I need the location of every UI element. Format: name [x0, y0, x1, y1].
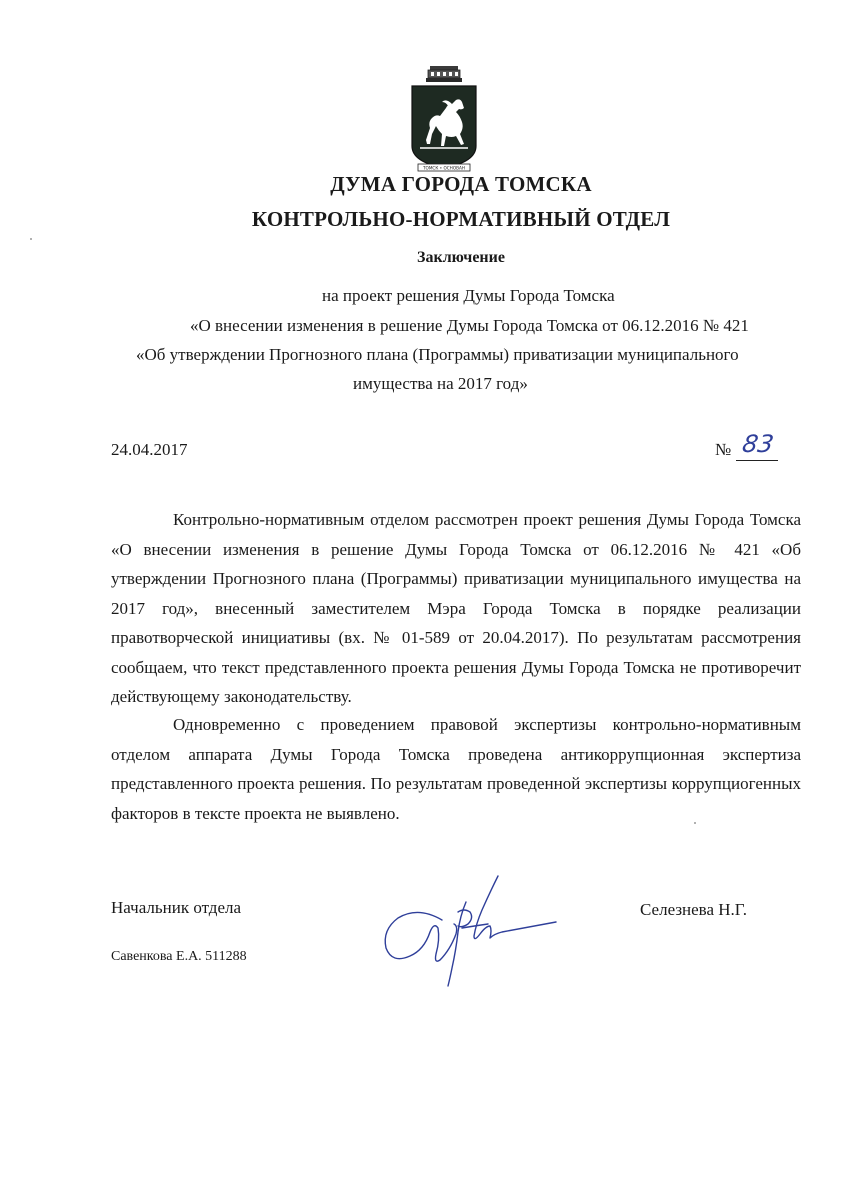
document-type: Заключение [417, 249, 505, 266]
body-paragraph-2: Одновременно с проведением правовой экспертизы контрольно-нормативным отделом аппарата Думы Города Томска проведена антикоррупционная экспертиза представленного проекта решения. По результатам проведенной экспертизы коррупциогенных факторов в тексте проекта не выявлено. [111, 715, 801, 823]
emblem-motto: ТОМСК • ОСНОВАН [422, 165, 466, 171]
subject-line-3: «Об утверждении Прогнозного плана (Программы) приватизации муниципального [136, 345, 739, 364]
signer-title: Начальник отдела [111, 898, 242, 917]
handwritten-number: 83 [740, 430, 776, 458]
executor-info: Савенкова Е.А. 511288 [111, 949, 247, 964]
number-underline [736, 460, 778, 461]
subject-line-2: «О внесении изменения в решение Думы Города Томска от 06.12.2016 № 421 [190, 316, 749, 335]
department-name: КОНТРОЛЬНО-НОРМАТИВНЫЙ ОТДЕЛ [251, 207, 671, 231]
subject-line-1: на проект решения Думы Города Томска [322, 286, 615, 305]
subject-line-4: имущества на 2017 год» [353, 374, 528, 393]
signer-name: Селезнева Н.Г. [640, 900, 747, 919]
number-label: № [715, 440, 732, 459]
scan-speck [30, 238, 32, 240]
document-date: 24.04.2017 [111, 440, 188, 459]
scan-speck [694, 822, 696, 824]
body-paragraph-1: Контрольно-нормативным отделом рассмотрен проект решения Думы Города Томска «О внесении изменения в решение Думы Города Томска от 06.12.2016 № 421 «Об утверждении Прогнозного плана (Программы) приватизации муниципального имущества на 2017 год», внесенный заместителем Мэра Города Томска в порядке реализации правотворческой инициативы (вх. № 01-589 от 20.04.2017). По результатам рассмотрения сообщаем, что текст представленного проекта решения Думы Города Томска не противоречит действующему законодательству. [111, 510, 801, 706]
organization-name: ДУМА ГОРОДА ТОМСКА [330, 172, 592, 196]
tomsk-coat-of-arms-icon [406, 64, 482, 176]
handwritten-signature-icon [378, 868, 574, 994]
